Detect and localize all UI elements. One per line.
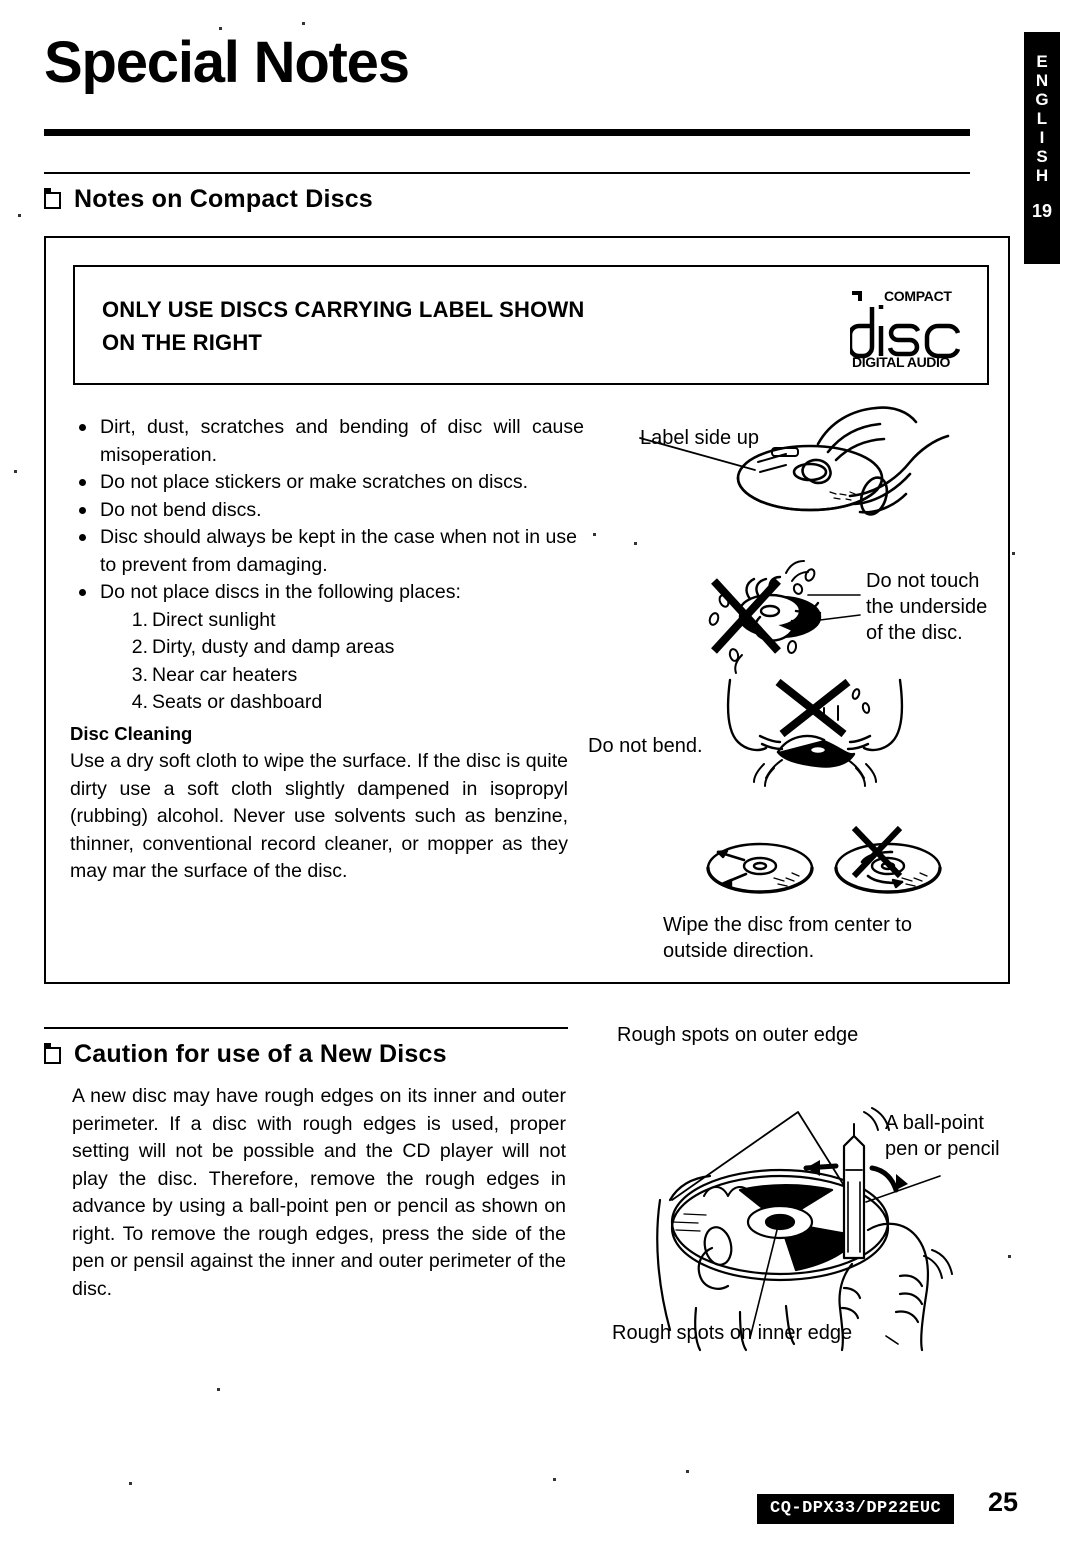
disc-cleaning-heading: Disc Cleaning <box>70 723 193 744</box>
illustration-hand-holding-disc-label-up <box>700 400 990 540</box>
list-item <box>131 689 584 717</box>
scan-speckle <box>1008 1255 1011 1258</box>
scan-speckle <box>217 1388 220 1391</box>
bullet-item: Do not place discs in the following places: <box>72 579 584 607</box>
caption-line: of the disc. <box>866 622 963 644</box>
bullet-item: Do not place stickers or make scratches on discs. <box>72 469 584 497</box>
caption-wipe-direction <box>663 912 912 964</box>
list-item-text: Dirty, dusty and damp areas <box>152 636 395 658</box>
caption-line: A ball-point <box>885 1112 984 1134</box>
scan-speckle <box>219 27 222 30</box>
scan-speckle <box>302 22 305 25</box>
list-item-number: 1. <box>131 608 148 631</box>
list-item-number: 4. <box>131 691 148 713</box>
caption-do-not-touch <box>866 568 987 646</box>
section-2-rule <box>44 1027 568 1029</box>
caption-do-not-bend: Do not bend. <box>588 735 703 757</box>
scan-speckle <box>129 1482 132 1485</box>
caption-line: the underside <box>866 596 988 618</box>
list-item <box>131 607 584 635</box>
scan-speckle <box>1012 552 1015 555</box>
list-item-text: Near car heaters <box>152 663 298 686</box>
page-number: 25 <box>988 1487 1019 1517</box>
list-item-text: Seats or dashboard <box>152 691 323 713</box>
bullet-item: Dirt, dust, scratches and bending of disc will cause misoperation. <box>72 414 584 469</box>
caption-label-side-up: Label side up <box>640 427 759 449</box>
lang-letter-s: S <box>1036 147 1048 166</box>
lang-letter-i: I <box>1039 128 1045 147</box>
section-1-heading-text: Notes on Compact Discs <box>74 185 373 213</box>
side-tab-number: 19 <box>1031 201 1053 221</box>
disc-care-bullet-list <box>72 414 584 717</box>
section-marker-square-icon <box>44 1047 61 1064</box>
disc-cleaning-body: Use a dry soft cloth to wipe the surface. If the disc is quite dirty use a soft cloth slightly dampened in isopropyl (rubbing) alcohol. Never use solvents such as benzine, thinner, conventional record cleaner, or mopper as they may mar the surface of the disc. <box>70 750 568 882</box>
scan-speckle <box>634 542 637 545</box>
caption-line: Do not touch <box>866 570 980 592</box>
places-numbered-list <box>72 607 584 717</box>
caution-body-text: A new disc may have rough edges on its inner and outer perimeter. If a disc with rough edges is used, proper setting will not be possible and the CD player will not play the disc. Therefore, remove the rough edges in advance by using a ball-point pen or pencil as shown on right. To remove the rough edges, press the side of the pen or pensil against the inner and outer perimeter of the disc. <box>72 1085 566 1300</box>
scan-speckle <box>686 1470 689 1473</box>
lang-letter-h: H <box>1035 166 1049 185</box>
illustration-do-not-bend-disc <box>720 678 910 808</box>
label-notice-line-2: ON THE RIGHT <box>102 330 263 355</box>
section-heading-caution-new-discs <box>44 1040 447 1069</box>
scan-speckle <box>14 470 17 473</box>
caption-rough-spots-outer: Rough spots on outer edge <box>617 1024 859 1046</box>
scan-speckle <box>593 533 596 536</box>
lang-letter-n: N <box>1035 71 1049 90</box>
page-title: Special Notes <box>44 30 409 95</box>
svg-text:DIGITAL AUDIO: DIGITAL AUDIO <box>852 354 950 369</box>
bullet-item: Disc should always be kept in the case when not in use to prevent from damaging. <box>72 524 584 579</box>
bullet-item: Do not bend discs. <box>72 497 584 525</box>
label-notice-text <box>102 293 742 359</box>
list-item-text: Direct sunlight <box>152 608 276 631</box>
caption-line: pen or pencil <box>885 1138 1000 1160</box>
illustration-do-not-touch-underside <box>700 555 860 665</box>
scan-speckle <box>553 1478 556 1481</box>
model-code-badge: CQ-DPX33/DP22EUC <box>757 1494 954 1524</box>
caption-line: Wipe the disc from center to <box>663 914 912 936</box>
svg-text:COMPACT: COMPACT <box>884 288 952 304</box>
section-heading-notes-on-compact-discs <box>44 185 373 214</box>
section-1-rule <box>44 172 970 174</box>
scan-speckle <box>18 214 21 217</box>
section-2-heading-text: Caution for use of a New Discs <box>74 1040 447 1068</box>
lang-letter-g: G <box>1035 90 1049 109</box>
language-label <box>1035 52 1048 185</box>
lang-letter-l: L <box>1036 109 1048 128</box>
title-rule <box>44 129 970 136</box>
language-side-tab <box>1024 32 1060 264</box>
caption-line: outside direction. <box>663 940 815 962</box>
illustration-wipe-disc-direction <box>700 826 950 906</box>
caption-rough-spots-inner: Rough spots on inner edge <box>612 1322 853 1344</box>
list-item-number: 3. <box>131 663 148 686</box>
illustration-deburr-disc-with-pen <box>600 1050 1020 1350</box>
section-marker-square-icon <box>44 192 61 209</box>
lang-letter-e: E <box>1036 52 1048 71</box>
label-notice-box <box>73 265 989 385</box>
compact-disc-digital-audio-logo-icon <box>850 287 990 369</box>
list-item <box>131 662 584 690</box>
list-item <box>131 634 584 662</box>
label-notice-line-1: ONLY USE DISCS CARRYING LABEL SHOWN <box>102 297 585 322</box>
list-item-number: 2. <box>131 636 148 658</box>
